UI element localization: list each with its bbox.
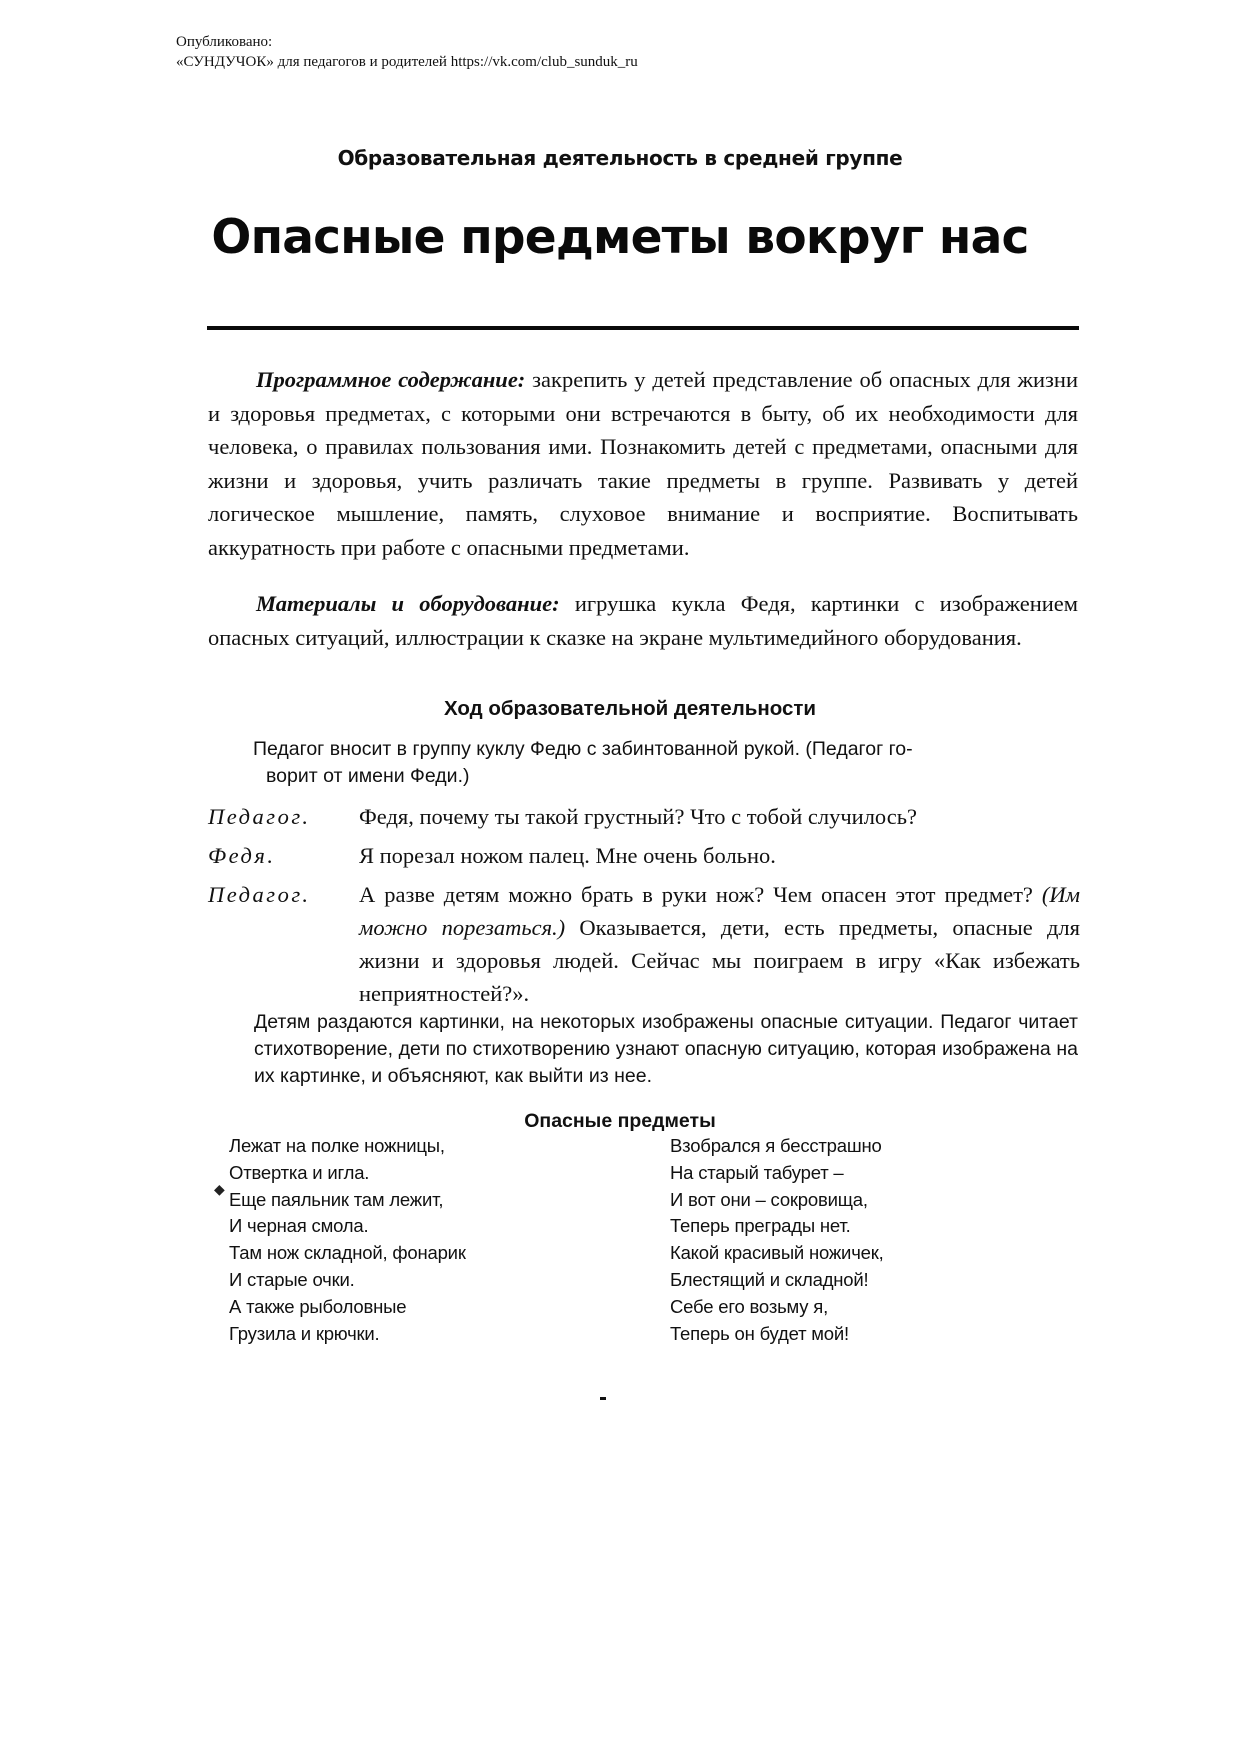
dialog bbox=[208, 800, 1080, 1016]
poem-line: И старые очки. bbox=[229, 1268, 355, 1290]
page-title: Опасные предметы вокруг нас bbox=[211, 210, 1029, 265]
program-content-lead: Программное содержание: bbox=[256, 367, 526, 392]
scan-mark-icon: ◆ bbox=[214, 1182, 225, 1198]
source-line: «СУНДУЧОК» для педагогов и родителей https://vk.com/club_sunduk_ru bbox=[176, 54, 638, 70]
dialog-speaker: Педагог. bbox=[208, 882, 311, 907]
dialog-speaker: Федя. bbox=[208, 843, 276, 868]
program-content-paragraph bbox=[208, 363, 1078, 564]
published-label: Опубликовано: bbox=[176, 34, 273, 50]
dialog-speech: Я порезал ножом палец. Мне очень больно. bbox=[359, 843, 776, 868]
poem-line: Блестящий и складной! bbox=[670, 1268, 869, 1290]
dialog-speaker: Педагог. bbox=[208, 804, 311, 829]
intro-paragraph bbox=[253, 736, 1078, 790]
page-mark bbox=[600, 1397, 606, 1400]
dialog-row bbox=[208, 800, 1080, 833]
program-content-text: закрепить у детей представление об опасных для жизни и здоровья предметах, с которыми они встречаются в быту, об их необходимости для человека, о правилах пользования ими. Познакомить детей с предметами, опасными для жизни и здоровья, учить различать такие предметы в группе. Развивать у детей логическое мышление, память, слуховое внимание и восприятие. Воспитывать аккуратность при работе с опасными предметами. bbox=[208, 367, 1078, 560]
title-divider bbox=[207, 326, 1079, 330]
poem-line: Какой красивый ножичек, bbox=[670, 1242, 884, 1264]
dialog-row bbox=[208, 839, 1080, 872]
speech-italic-remark: (Им можно порезаться.) bbox=[359, 882, 1080, 940]
intro-line-2: ворит от имени Феди.) bbox=[266, 765, 470, 787]
poem-line: Отвертка и игла. bbox=[229, 1161, 370, 1183]
dialog-speech: Федя, почему ты такой грустный? Что с тобой случилось? bbox=[359, 804, 917, 829]
poem-line: И черная смола. bbox=[229, 1215, 369, 1237]
poem-right-column bbox=[670, 1133, 884, 1347]
speech-part: А разве детям можно брать в руки нож? Чем опасен этот предмет? bbox=[359, 882, 1042, 907]
page-kicker: Образовательная деятельность в средней группе bbox=[337, 146, 903, 170]
materials-text: игрушка кукла Федя, картинки с изображением опасных ситуаций, иллюстрации к сказке на экране мультимедийного оборудования. bbox=[208, 591, 1078, 650]
poem-left-column bbox=[229, 1133, 466, 1347]
poem-line: Там нож складной, фонарик bbox=[229, 1242, 466, 1264]
poem-title: Опасные предметы bbox=[524, 1110, 716, 1132]
poem-line: Грузила и крючки. bbox=[229, 1322, 380, 1344]
intro-line-1: Педагог вносит в группу куклу Федю с забинтованной рукой. (Педагог го- bbox=[253, 738, 913, 760]
course-heading: Ход образовательной деятельности bbox=[443, 697, 817, 720]
dialog-speech bbox=[359, 878, 1080, 1010]
speech-part: Оказывается, дети, есть предметы, опасные для жизни и здоровья людей. Сейчас мы поиграем в игру «Как избежать неприятностей?». bbox=[359, 915, 1080, 1006]
poem-line: Лежат на полке ножницы, bbox=[229, 1135, 445, 1156]
poem-line: Взобрался я бесстрашно bbox=[670, 1135, 882, 1156]
dialog-row bbox=[208, 878, 1080, 1010]
publication-note bbox=[176, 32, 638, 72]
materials-lead: Материалы и оборудование: bbox=[256, 591, 560, 616]
poem-line: Теперь преграды нет. bbox=[670, 1215, 851, 1237]
poem-line: И вот они – сокровища, bbox=[670, 1188, 868, 1210]
poem-line: А также рыболовные bbox=[229, 1295, 407, 1317]
poem-line: Теперь он будет мой! bbox=[670, 1322, 849, 1344]
poem-line: На старый табурет – bbox=[670, 1161, 844, 1183]
poem-line: Себе его возьму я, bbox=[670, 1295, 829, 1317]
materials-paragraph bbox=[208, 587, 1078, 654]
poem-line: Еще паяльник там лежит, bbox=[229, 1188, 444, 1210]
instruction-paragraph: Детям раздаются картинки, на некоторых изображены опасные ситуации. Педагог читает стихотворение, дети по стихотворению узнают опасную ситуацию, которая изображена на их картинке, и объясняют, как выйти из нее. bbox=[254, 1011, 1078, 1087]
